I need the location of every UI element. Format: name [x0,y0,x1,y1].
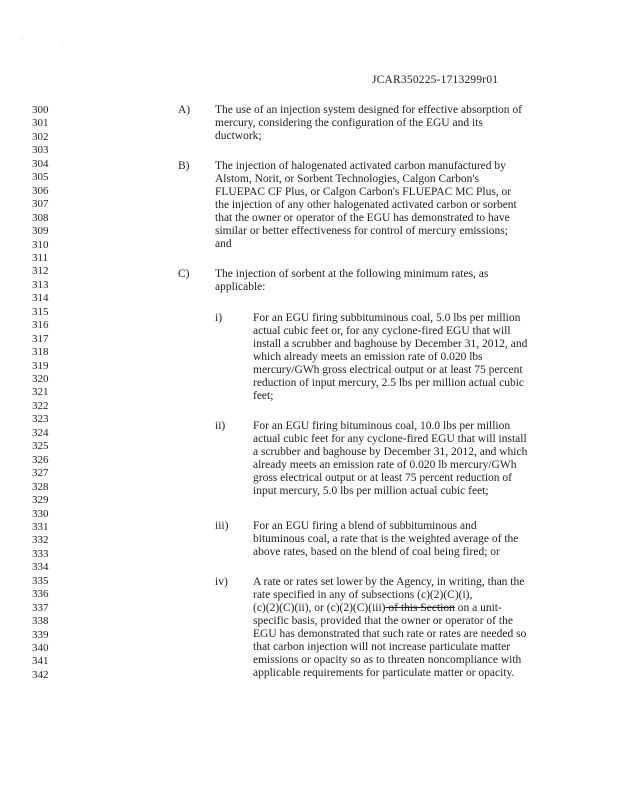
subitem-i-line: feet; [253,390,274,402]
line-number: 300 [32,104,49,116]
subitem-ii-line: For an EGU firing bituminous coal, 10.0 lbs per million [253,420,511,432]
line-number: 332 [32,534,49,547]
item-b-line: and [215,238,232,250]
item-label-a: A) [178,104,191,116]
line-number: 341 [32,655,49,668]
item-b-line: the injection of any other halogenated activated carbon or sorbent [215,199,517,211]
subitem-ii-line: already meets an emission rate of 0.020 lb mercury/GWh [253,459,517,471]
line-number: 328 [32,480,49,493]
subsection-refs: (c)(2)(C)(ii), or (c)(2)(C)(iii) [253,602,386,614]
line-number: 320 [32,373,49,385]
subitem-ii-line: input mercury, 5.0 lbs per million actual cubic feet; [253,485,489,497]
subitem-iv-line: A rate or rates set lower by the Agency, in writing, than the [253,576,525,588]
subitem-iv-line: rate specified in any of subsections (c)(2)(C)(i), [253,589,473,601]
item-a-line: ductwork; [215,130,262,142]
line-number: 330 [32,507,49,520]
line-number: 315 [32,305,49,318]
subitem-label-iv: iv) [215,576,228,588]
line-number: 312 [32,265,49,278]
item-c-line: applicable: [215,281,266,293]
line-number: 331 [32,520,49,533]
line-number: 336 [32,588,49,601]
subitem-i-line: actual cubic feet or, for any cyclone-fired EGU that will [253,325,511,337]
line-number: 318 [32,346,49,359]
line-number: 304 [32,157,49,170]
line-number: 333 [32,547,49,560]
line-number: 308 [32,211,49,224]
line-number: 337 [32,601,49,614]
document-id: JCAR350225-1713299r01 [372,74,499,86]
line-number: 342 [32,668,49,681]
subitem-i-line: mercury/GWh gross electrical output or at least 75 percent [253,364,523,376]
line-number: 305 [32,171,49,184]
line-number: 324 [32,426,49,439]
line-number: 322 [32,399,49,412]
line-number: 334 [32,561,49,574]
subitem-i-line: reduction of input mercury, 2.5 lbs per million actual cubic [253,377,525,389]
subitem-iii-line: above rates, based on the blend of coal being fired; or [253,546,500,558]
line-number: 307 [32,198,49,211]
line-number: 335 [32,574,49,587]
subitem-label-i: i) [215,312,223,324]
line-number: 319 [32,359,49,372]
subitem-label-iii: iii) [215,520,229,532]
subitem-ii-line: a scrubber and baghouse by December 31, 2012, and which [253,446,528,458]
line-number: 313 [32,278,49,291]
subitem-iv-line: that carbon injection will not increase particulate matter [253,641,511,653]
item-a-line: mercury, considering the configuration of the EGU and its [215,117,483,129]
subitem-i-line: which already meets an emission rate of 0.020 lbs [253,351,483,363]
line-number: 314 [32,292,49,305]
item-b-line: FLUEPAC CF Plus, or Calgon Carbon's FLUEPAC MC Plus, or [215,186,512,198]
line-number: 340 [32,642,49,654]
line-number: 325 [32,440,49,453]
item-a-line: The use of an injection system designed for effective absorption of [215,104,523,116]
subitem-iv-line: EGU has demonstrated that such rate or rates are needed so [253,628,527,640]
subitem-ii-line: actual cubic feet for any cyclone-fired EGU that will install [253,433,527,445]
line-number: 302 [32,130,49,143]
line-number: 301 [32,117,49,130]
line-number: 317 [32,332,49,345]
subitem-iv-line [253,602,502,615]
subitem-iv-line: specific basis, provided that the owner or operator of the [253,615,513,627]
scan-mark: ' [22,38,24,44]
scan-mark: . [62,38,64,44]
item-label-c: C) [178,268,190,280]
line-number: 326 [32,453,49,466]
item-b-line: Alstom, Norit, or Sorbent Technologies, Calgon Carbon's [215,173,479,185]
subitem-i-line: For an EGU firing subbituminous coal, 5.0 lbs per million [253,312,521,324]
line-number: 327 [32,467,49,480]
line-number: 316 [32,319,49,332]
item-b-line: similar or better effectiveness for control of mercury emissions; [215,225,508,237]
subitem-iii-line: bituminous coal, a rate that is the weighted average of the [253,533,519,545]
line-number: 306 [32,184,49,197]
item-b-line: that the owner or operator of the EGU has demonstrated to have [215,212,510,224]
line-number: 310 [32,238,49,251]
subitem-ii-line: gross electrical output or at least 75 percent reduction of [253,472,512,484]
line-number: 311 [32,251,49,264]
item-b-line: The injection of halogenated activated carbon manufactured by [215,160,506,172]
subitem-iv-line: emissions or opacity so as to threaten noncompliance with [253,654,522,666]
line-number: 338 [32,615,49,628]
line-number: 303 [32,144,49,157]
line-number: 321 [32,386,49,399]
subitem-label-ii: ii) [215,420,226,432]
item-c-line: The injection of sorbent at the following minimum rates, as [215,268,489,280]
line-number: 309 [32,225,49,238]
line-number: 339 [32,628,49,641]
line-number: 329 [32,494,49,507]
subitem-iii-line: For an EGU firing a blend of subbituminous and [253,520,477,532]
subitem-iv-line: applicable requirements for particulate matter or opacity. [253,667,515,679]
struck-text: of this Section [385,602,455,614]
subitem-iv-text: on a unit- [457,602,502,614]
item-label-b: B) [178,160,190,172]
line-number: 323 [32,413,49,426]
subitem-i-line: install a scrubber and baghouse by December 31, 2012, and [253,338,528,350]
